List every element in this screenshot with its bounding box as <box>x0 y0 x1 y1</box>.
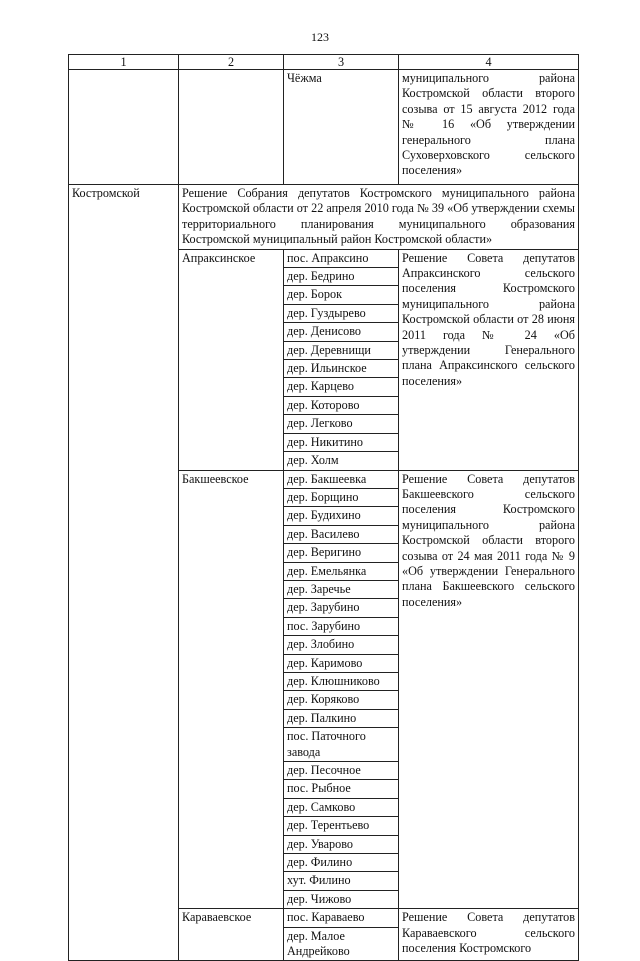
village-list-cell <box>284 909 399 961</box>
village-item: дер. Самково <box>284 799 398 817</box>
district-decision: Решение Собрания депутатов Костромского муниципального района Костромской области от 22 апреля 2010 года № 39 «Об утверждении схемы территориального планирования муниципального образования Костромской муниципальный район Костромской области» <box>179 185 579 250</box>
village-item: дер. Уварово <box>284 836 398 854</box>
village-item: пос. Паточного завода <box>284 728 398 762</box>
village-item: дер. Чижово <box>287 891 352 906</box>
village-item: хут. Филино <box>284 872 398 890</box>
village-item: дер. Василево <box>284 526 398 544</box>
village-item: дер. Деревнищи <box>284 342 398 360</box>
village-item: дер. Легково <box>284 415 398 433</box>
column-header: 3 <box>284 55 399 70</box>
village-item: дер. Песочное <box>284 762 398 780</box>
settlement-name: Бакшеевское <box>179 470 284 909</box>
empty-cell <box>179 70 284 185</box>
village-list-cell <box>284 470 399 909</box>
village-list <box>287 909 395 960</box>
village-list <box>287 250 395 470</box>
village-item: дер. Гуздырево <box>284 305 398 323</box>
village-item: дер. Филино <box>284 854 398 872</box>
column-header: 2 <box>179 55 284 70</box>
village-item: дер. Никитино <box>284 434 398 452</box>
village-item: пос. Апраксино <box>284 250 398 268</box>
village-item: дер. Карцево <box>284 378 398 396</box>
district-row <box>69 185 579 250</box>
village-list <box>287 471 395 909</box>
village-item: пос. Рыбное <box>284 780 398 798</box>
column-header: 1 <box>69 55 179 70</box>
village-item: дер. Холм <box>287 453 339 468</box>
settlement-decision: Решение Совета депутатов Караваевского сельского поселения Костромского <box>399 909 579 961</box>
village-item: дер. Денисово <box>284 323 398 341</box>
settlement-decision: Решение Совета депутатов Бакшеевского сельского поселения Костромского муниципального района Костромской области второго созыва от 24 мая 2011 года № 9 «Об утверждении Генерального плана Бакшеевского сельского поселения» <box>399 470 579 909</box>
settlement-decision: Решение Совета депутатов Апраксинского сельского поселения Костромского муниципального района Костромской области от 28 июня 2011 года № 24 «Об утверждении Генерального плана Апраксинского сельского поселения» <box>399 249 579 470</box>
village-item: дер. Которово <box>284 397 398 415</box>
village-item: пос. Караваево <box>284 909 398 927</box>
village-cell: Чёжма <box>284 70 399 185</box>
header-row <box>69 55 579 70</box>
village-item: дер. Веригино <box>284 544 398 562</box>
village-item: дер. Борщино <box>284 489 398 507</box>
village-item: дер. Емельянка <box>284 563 398 581</box>
village-item: дер. Палкино <box>284 710 398 728</box>
empty-cell <box>69 70 179 185</box>
village-item: дер. Терентьево <box>284 817 398 835</box>
village-item: дер. Злобино <box>284 636 398 654</box>
village-list-cell <box>284 249 399 470</box>
village-item: дер. Бедрино <box>284 268 398 286</box>
page-number: 123 <box>311 30 329 44</box>
village-item: дер. Заречье <box>284 581 398 599</box>
village-item: дер. Ильинское <box>284 360 398 378</box>
column-header: 4 <box>399 55 579 70</box>
settlement-name: Караваевское <box>179 909 284 961</box>
district-name: Костромской <box>69 185 179 961</box>
village-item: дер. Будихино <box>284 507 398 525</box>
settlement-name: Апраксинское <box>179 249 284 470</box>
village-item: дер. Каримово <box>284 655 398 673</box>
village-item: пос. Зарубино <box>284 618 398 636</box>
village-item: дер. Зарубино <box>284 599 398 617</box>
continuation-row <box>69 70 579 185</box>
village-item: дер. Малое Андрейково <box>287 928 350 959</box>
settlement-table <box>68 54 579 961</box>
village-item: дер. Бакшеевка <box>284 471 398 489</box>
village-item: дер. Коряково <box>284 691 398 709</box>
village-item: дер. Клюшниково <box>284 673 398 691</box>
village-item: дер. Борок <box>284 286 398 304</box>
decision-cell: муниципального района Костромской области второго созыва от 15 августа 2012 года № 16 «Об утверждении генерального плана Суховерховского сельского поселения» <box>399 70 579 185</box>
